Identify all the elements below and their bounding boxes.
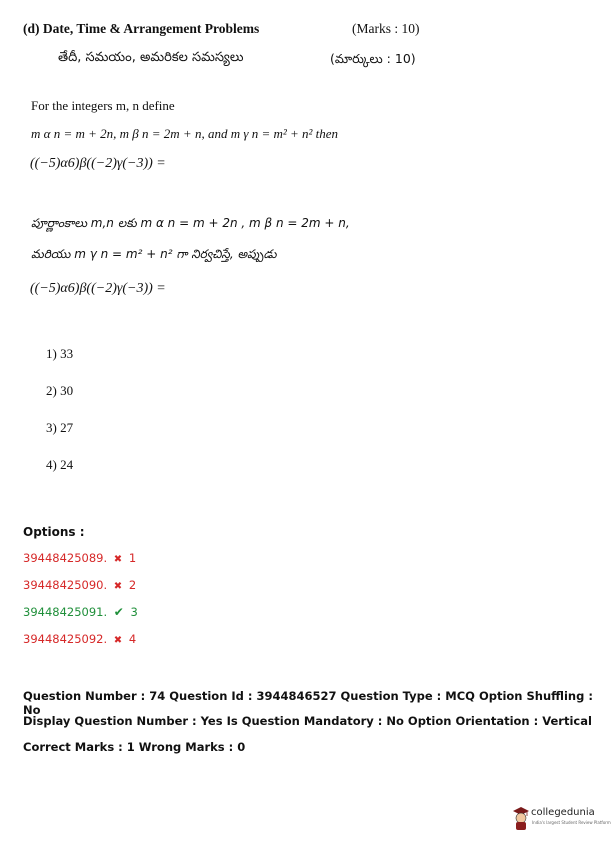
- question-meta-line-1: Question Number : 74 Question Id : 3944846527 Question Type : MCQ Option Shuffling : No: [23, 689, 593, 717]
- marks-english: (Marks : 10): [352, 21, 420, 36]
- question-english-line-2: m α n = m + 2n, m β n = 2m + n, and m γ n = m² + n² then: [31, 126, 339, 141]
- section-title: (d) Date, Time & Arrangement Problems: [23, 21, 260, 36]
- marks-telugu: (మార్కులు : 10): [330, 51, 416, 66]
- logo-tagline: India's largest Student Review Platform: [532, 820, 611, 825]
- option-id: 39448425091.: [23, 605, 108, 619]
- collegedunia-logo: [512, 804, 611, 832]
- question-meta-line-2: Display Question Number : Yes Is Question Mandatory : No Option Orientation : Vertical: [23, 714, 592, 728]
- question-telugu-line-1: పూర్ణాంకాలు m,n లకు m α n = m + 2n , m β n = 2m + n,: [31, 216, 350, 230]
- question-english-expression: ((−5)α6)β((−2)γ(−3)) =: [30, 156, 166, 171]
- answer-choice: 3) 27: [46, 420, 74, 435]
- question-telugu-expression: ((−5)α6)β((−2)γ(−3)) =: [30, 281, 166, 296]
- cross-icon: ✖: [113, 581, 123, 592]
- answer-choice: 4) 24: [46, 457, 74, 472]
- answer-choice: 2) 30: [46, 383, 74, 398]
- graduate-icon: [512, 805, 530, 831]
- option-number: 1: [128, 551, 137, 565]
- option-row: [23, 632, 136, 646]
- cross-icon: ✖: [113, 554, 123, 565]
- option-number: 4: [128, 632, 137, 646]
- option-row: [23, 605, 138, 619]
- option-id: 39448425089.: [23, 551, 108, 565]
- check-icon: ✔: [113, 605, 124, 619]
- option-number: 3: [130, 605, 138, 619]
- question-meta-line-3: Correct Marks : 1 Wrong Marks : 0: [23, 740, 246, 754]
- question-english-line-1: For the integers m, n define: [31, 98, 175, 113]
- cross-icon: ✖: [113, 635, 123, 646]
- question-telugu-line-2: మరియు m γ n = m² + n² గా నిర్వచిస్తే, అప్పుడు: [31, 247, 277, 261]
- option-id: 39448425092.: [23, 632, 108, 646]
- options-heading: Options :: [23, 525, 85, 539]
- option-row: [23, 578, 136, 592]
- section-title-telugu: తేదీ, సమయం, అమరికల సమస్యలు: [58, 50, 244, 65]
- answer-choice: 1) 33: [46, 346, 74, 361]
- option-id: 39448425090.: [23, 578, 108, 592]
- logo-name: collegedunia: [531, 807, 595, 818]
- option-row: [23, 551, 136, 565]
- option-number: 2: [128, 578, 137, 592]
